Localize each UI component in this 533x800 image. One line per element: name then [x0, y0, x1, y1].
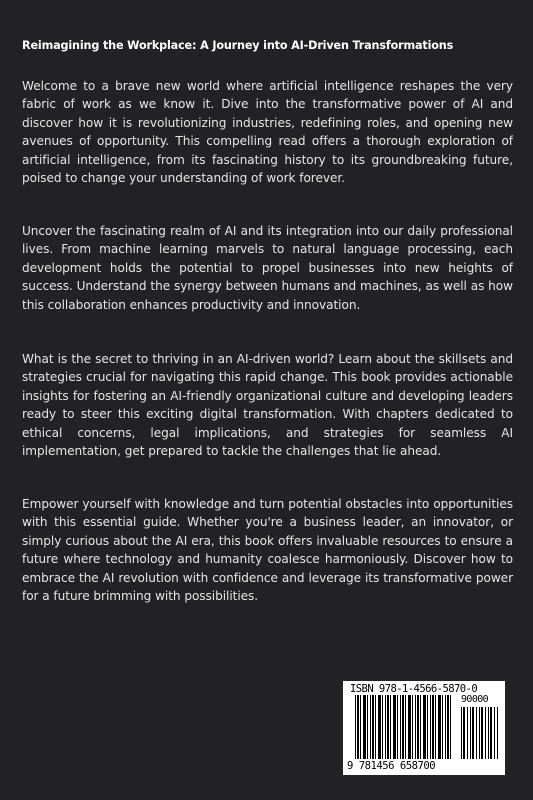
barcode-digits: 9 781456 658700 — [347, 760, 459, 772]
barcode-addon-bars — [461, 707, 499, 759]
blurb-paragraph-3: What is the secret to thriving in an AI-driven world? Learn about the skillsets and strategies crucial for navigating this rapid change. This book provides actionable insights for fostering an AI-friendly organizational culture and developing leaders ready to steer this exciting digital transformation. With chapters dedicated to ethical concerns, legal implications, and strategies for seamless AI implementation, get prepared to tackle the challenges that lie ahead. — [22, 352, 513, 459]
book-title: Reimagining the Workplace: A Journey into AI-Driven Transformations — [22, 39, 454, 52]
blurb-paragraph-4: Empower yourself with knowledge and turn potential obstacles into opportunities with this essential guide. Whether you're a business leader, an innovator, or simply curious about the AI era, this book offers invaluable resources to ensure a future where technology and humanity coalesce harmoniously. Discover how to embrace the AI revolution with confidence and leverage its transformative power for a future brimming with possibilities. — [22, 497, 513, 604]
barcode-bars — [355, 695, 451, 759]
barcode-addon-digits: 90000 — [461, 694, 489, 705]
isbn-barcode — [343, 681, 505, 775]
blurb-paragraph-2: Uncover the fascinating realm of AI and its integration into our daily professional lives. From machine learning marvels to natural language processing, each development holds the potential to propel businesses into new heights of success. Understand the synergy between humans and machines, as well as how this collaboration enhances productivity and innovation. — [22, 224, 513, 312]
isbn-label: ISBN 978-1-4566-5870-0 — [350, 683, 478, 695]
blurb-paragraph-1: Welcome to a brave new world where artificial intelligence reshapes the very fabric of work as we know it. Dive into the transformative power of AI and discover how it is revolutionizing industries, redefining roles, and opening new avenues of opportunity. This compelling read offers a thorough exploration of artificial intelligence, from its fascinating history to its groundbreaking future, poised to change your understanding of work forever. — [22, 79, 513, 186]
